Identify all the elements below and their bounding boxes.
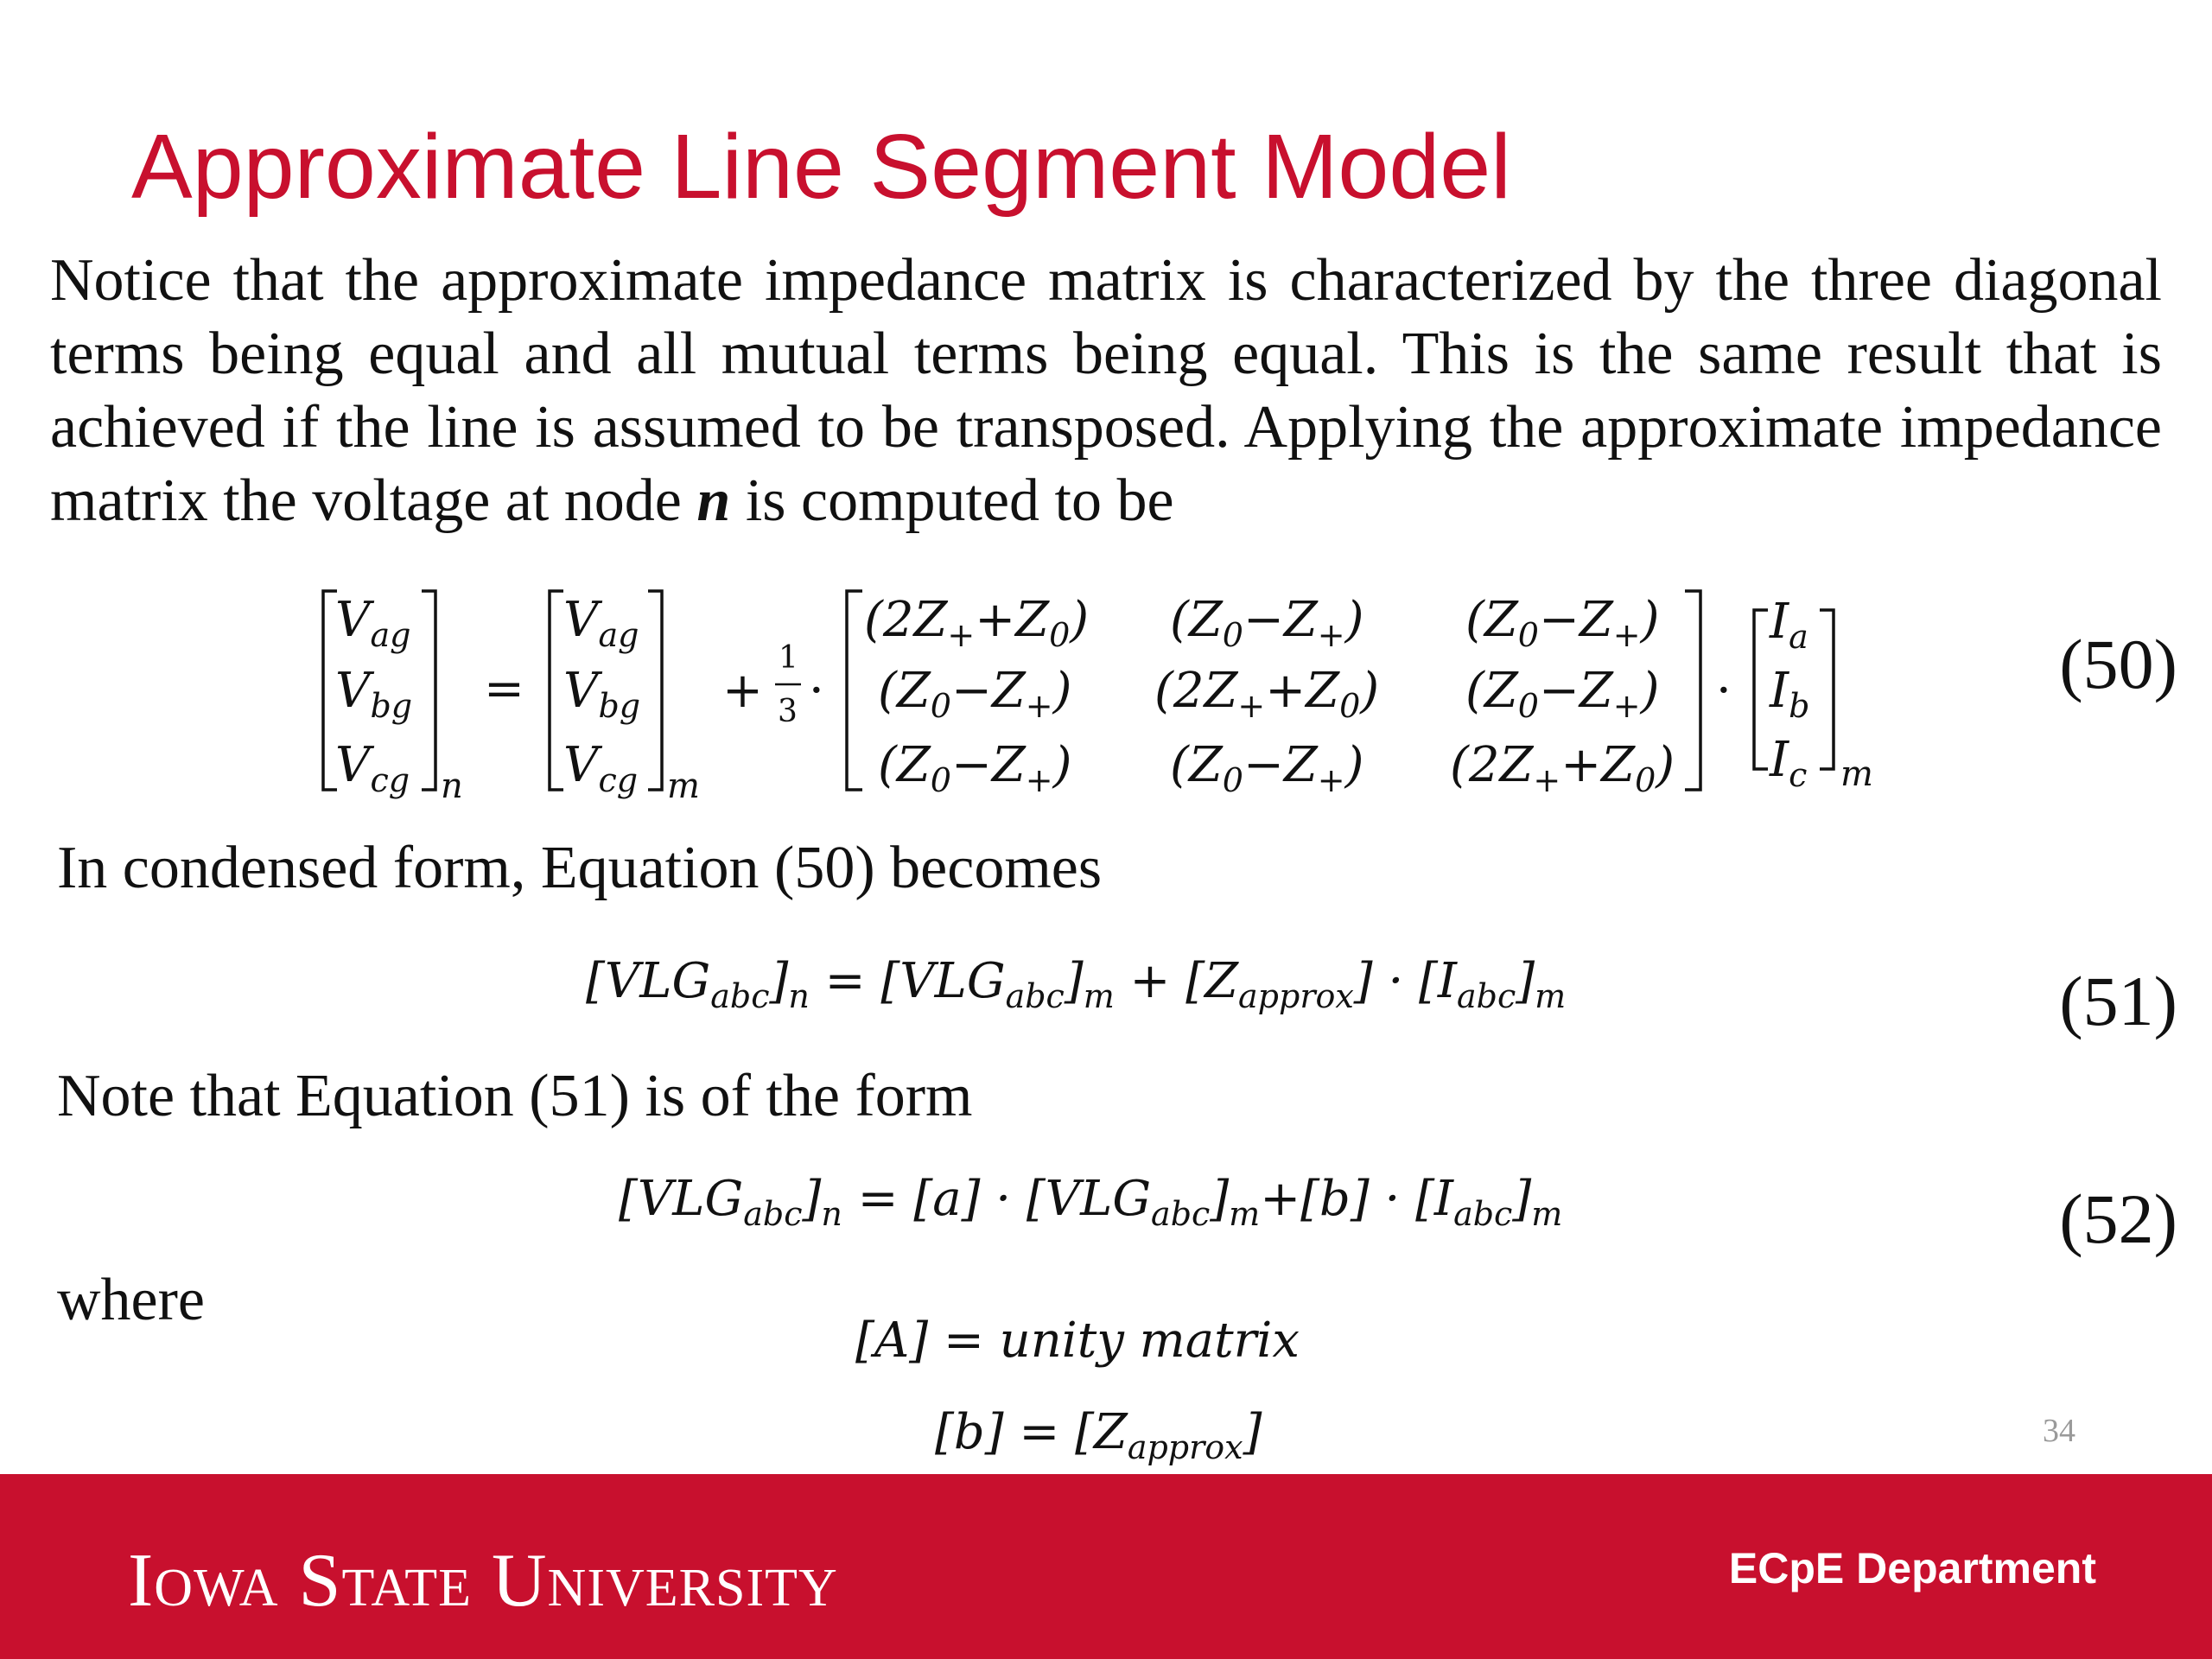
rhs-vag: $V_{ag}$ [563,592,639,654]
rhs-vcg: $V_{cg}$ [563,737,639,799]
footer-bar [0,1474,2212,1659]
node-symbol: n [696,467,731,534]
definition-b-sub: approx [1127,1428,1243,1466]
where-text: where [57,1267,206,1333]
current-subscript: m [1840,754,1873,794]
intro-text-2: is computed to be [730,467,1174,534]
definition-a-rhs: unity matrix [999,1313,1300,1369]
matrix-r2c2: $(2Z_++Z_0)$ [1154,663,1380,725]
slide-title: Approximate Line Segment Model [131,116,1511,218]
page-number: 34 [2043,1413,2075,1449]
lhs-vbg: $V_{bg}$ [335,663,413,725]
current-ia: $I_a$ [1770,594,1808,656]
definition-a-lhs: [A] = [855,1313,1000,1369]
definition-a [855,1313,1300,1369]
matrix-r3c1: $(Z_0-Z_+)$ [878,737,1072,799]
dot-operator-2: · [1716,663,1732,719]
lhs-subscript: n [441,766,463,806]
matrix-r2c1: $(Z_0-Z_+)$ [878,663,1072,725]
dot-operator: · [809,663,824,719]
equation-number-51: (51) [2059,962,2177,1040]
condensed-text: In condensed form, Equation (50) becomes [57,835,1103,901]
university-wordmark: Iowa State University [128,1539,838,1623]
matrix-r1c2: $(Z_0-Z_+)$ [1170,592,1364,654]
current-ic: $I_c$ [1770,732,1808,794]
matrix-r3c2: $(Z_0-Z_+)$ [1170,737,1364,799]
matrix-r2c3: $(Z_0-Z_+)$ [1465,663,1660,725]
definition-b [935,1404,1262,1466]
rhs-vbg: $V_{bg}$ [563,663,641,725]
plus-sign: + [722,663,763,719]
equation-number-50: (50) [2059,625,2177,703]
equation-51: $[VLG_{abc}]_n = [VLG_{abc}]_m + [Z_{approx}] \cdot [I_{abc}]_m$ [586,953,1567,1015]
rhs-subscript: m [667,766,700,806]
matrix-r1c1: $(2Z_++Z_0)$ [864,592,1090,654]
definition-b-lhs: [b] = [Z [935,1404,1128,1460]
intro-text-1: Notice that the approximate impedance matrix is characterized by the three diagonal terms being equal and all mutual terms being equal. This is the same result that is achieved if the line is assumed to be transposed. Applying the approximate impedance matrix the voltage at node [50,247,2162,534]
current-ib: $I_b$ [1770,663,1810,725]
fraction-denominator: 3 [778,694,798,729]
equals-sign: = [484,661,524,717]
definition-b-close: ] [1243,1404,1262,1460]
note-text: Note that Equation (51) is of the form [57,1063,973,1129]
lhs-vag: $V_{ag}$ [335,592,411,654]
matrix-r1c3: $(Z_0-Z_+)$ [1465,592,1660,654]
department-label: ECpE Department [1728,1544,2096,1592]
fraction-numerator: 1 [779,640,798,676]
lhs-vcg: $V_{cg}$ [335,737,410,799]
matrix-r3c3: $(2Z_++Z_0)$ [1450,737,1675,799]
equation-number-52: (52) [2059,1179,2177,1258]
equation-52: $[VLG_{abc}]_n = [a] \cdot [VLG_{abc}]_m+[b] \cdot [I_{abc}]_m$ [619,1171,1563,1233]
